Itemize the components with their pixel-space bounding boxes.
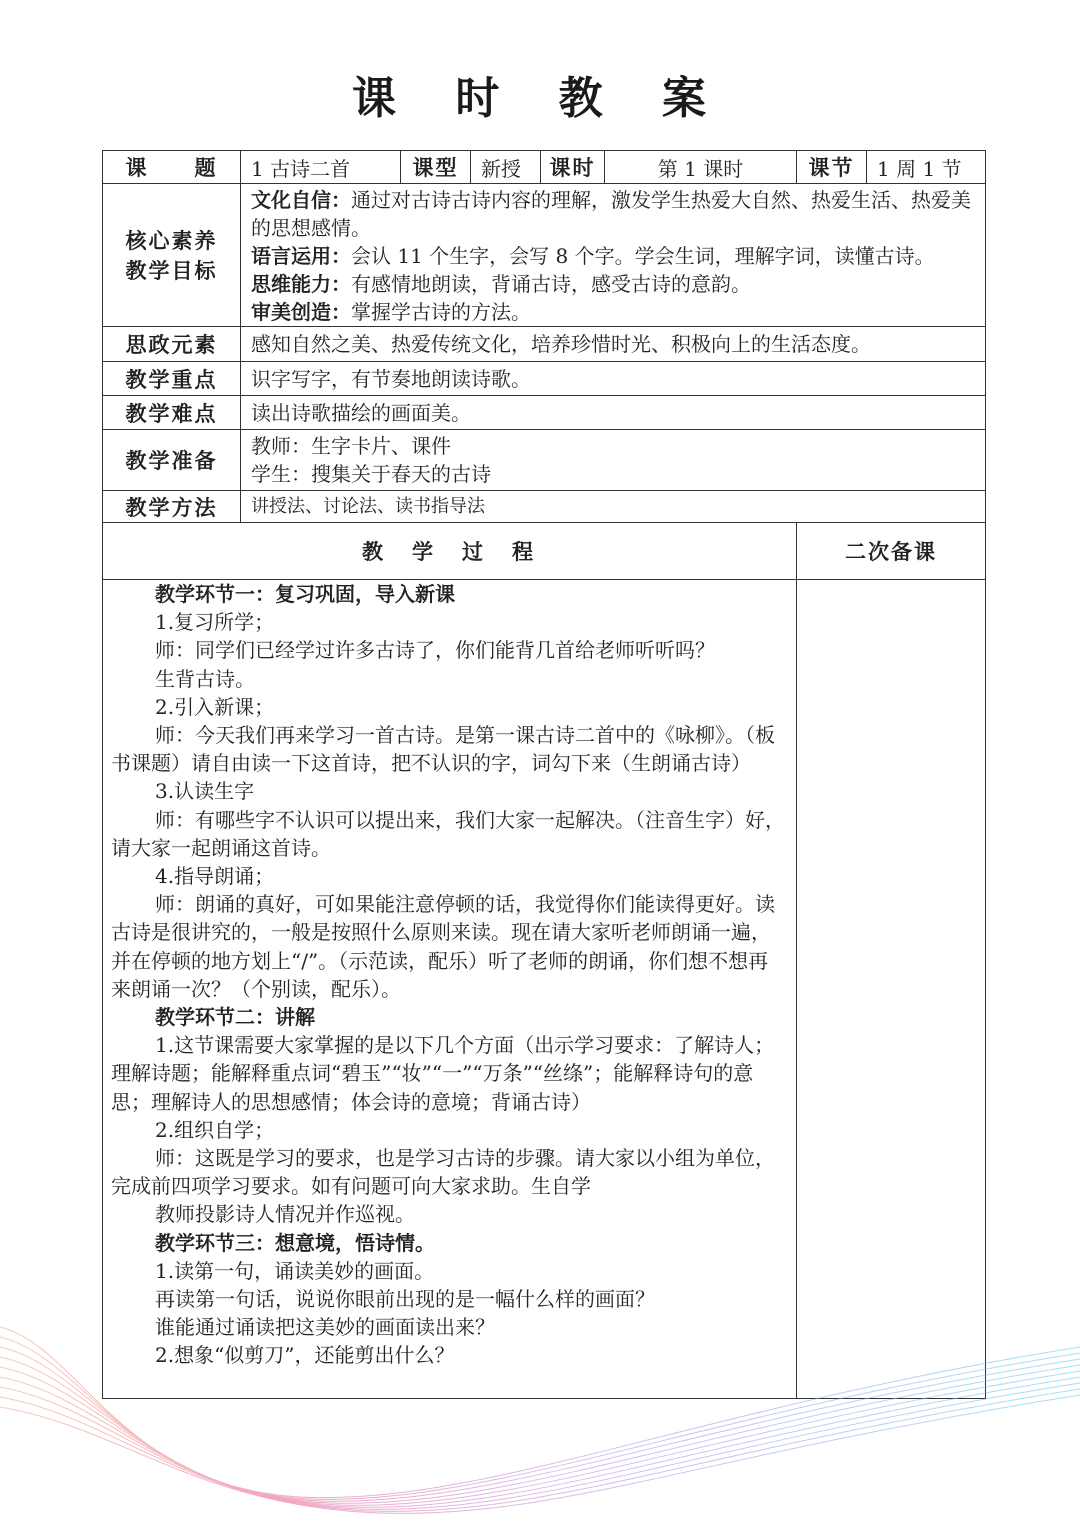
method-label: 教学方法	[103, 491, 241, 522]
notes-column	[797, 580, 985, 1398]
process-header-row	[103, 523, 985, 580]
goals-content	[241, 184, 985, 326]
prep-teacher: 教师：生字卡片、课件	[251, 434, 451, 458]
goal-item	[251, 242, 975, 270]
prep-label: 教学准备	[103, 430, 241, 490]
lesson-plan-table	[102, 150, 986, 1399]
prep-row	[103, 430, 985, 491]
difficulty-text: 读出诗歌描绘的画面美。	[251, 400, 471, 425]
process-content	[103, 580, 797, 1398]
ideology-label: 思政元素	[103, 327, 241, 361]
prep-content	[241, 430, 985, 490]
key-points-row	[103, 362, 985, 396]
process-paragraph: 2.引入新课；	[155, 694, 275, 719]
process-paragraph: 3.认读生字	[155, 779, 255, 804]
ideology-text: 感知自然之美、热爱传统文化，培养珍惜时光、积极向上的生活态度。	[251, 332, 871, 356]
process-paragraph: 1.这节课需要大家掌握的是以下几个方面（出示学习要求：了解诗人；理解诗题；能解释重点词“碧玉”“妆”“一”“万条”“丝绦”；能解释诗句的意思；理解诗人的思想感情；体会诗的意境；背诵古诗）	[111, 1033, 775, 1114]
process-paragraph: 4.指导朗诵；	[155, 864, 275, 889]
goal-text: 掌握学古诗的方法。	[351, 300, 531, 324]
goal-text: 有感情地朗读，背诵古诗，感受古诗的意韵。	[351, 272, 751, 296]
key-points-text: 识字写字，有节奏地朗读诗歌。	[251, 366, 531, 391]
process-paragraph: 2.想象“似剪刀”，还能剪出什么？	[155, 1343, 455, 1368]
process-paragraph: 生背古诗。	[155, 666, 255, 691]
goal-item	[251, 186, 975, 242]
goal-item	[251, 270, 975, 298]
period-value: 第 1 课时	[605, 151, 797, 183]
topic-value: 1 古诗二首	[241, 151, 401, 183]
notes-title: 二次备课	[845, 540, 937, 564]
difficulty-label: 教学难点	[103, 396, 241, 429]
goal-key: 文化自信：	[251, 188, 351, 212]
process-paragraph: 教师投影诗人情况并作巡视。	[155, 1202, 415, 1227]
goal-key: 语言运用：	[251, 244, 351, 268]
goal-key: 思维能力：	[251, 272, 351, 296]
process-paragraph: 1.复习所学；	[155, 610, 275, 635]
page-title: 课 时 教 案	[352, 73, 728, 124]
process-paragraph: 再读第一句话，说说你眼前出现的是一幅什么样的画面？	[155, 1287, 655, 1312]
type-label: 课型	[401, 151, 471, 183]
process-paragraph: 师：今天我们再来学习一首古诗。是第一课古诗二首中的《咏柳》。（板书课题）请自由读一下这首诗，把不认识的字，词勾下来（生朗诵古诗）	[111, 723, 775, 776]
header-row	[103, 151, 985, 184]
prep-student: 学生：搜集关于春天的古诗	[251, 462, 491, 486]
goals-label-line1: 核心素养	[125, 229, 218, 253]
process-paragraph: 师：同学们已经学过许多古诗了，你们能背几首给老师听听吗？	[155, 638, 715, 663]
process-paragraph: 1.读第一句，诵读美妙的画面。	[155, 1258, 435, 1283]
type-value: 新授	[471, 151, 541, 183]
process-paragraph: 师：朗诵的真好，可如果能注意停顿的话，我觉得你们能读得更好。读古诗是很讲究的，一般是按照什么原则来读。现在请大家听老师朗诵一遍，并在停顿的地方划上“/”。（示范读，配乐）听了老师的朗诵，你们想不想再来朗诵一次？（个别读，配乐）。	[111, 892, 775, 1001]
process-paragraph: 师：有哪些字不认识可以提出来，我们大家一起解决。（注音生字）好，请大家一起朗诵这首诗。	[111, 807, 785, 860]
difficulty-row	[103, 396, 985, 430]
goals-label	[103, 184, 241, 326]
period-label: 课时	[541, 151, 605, 183]
process-body-row	[103, 580, 985, 1398]
process-title: 教 学 过 程	[103, 523, 797, 579]
topic-label: 课 题	[103, 151, 241, 183]
goal-text: 通过对古诗古诗内容的理解，激发学生热爱大自然、热爱生活、热爱美的思想感情。	[251, 188, 971, 240]
goals-row	[103, 184, 985, 327]
process-paragraph: 2.组织自学；	[155, 1117, 275, 1142]
goal-key: 审美创造：	[251, 300, 351, 324]
method-text: 讲授法、讨论法、读书指导法	[251, 495, 485, 517]
ideology-row	[103, 327, 985, 362]
goal-item	[251, 298, 975, 326]
process-step-heading: 教学环节二：讲解	[155, 1005, 315, 1030]
process-step-heading: 教学环节一：复习巩固，导入新课	[155, 582, 455, 606]
section-label: 课节	[797, 151, 867, 183]
key-points-label: 教学重点	[103, 362, 241, 395]
process-step-heading: 教学环节三：想意境，悟诗情。	[155, 1230, 435, 1255]
method-row	[103, 491, 985, 523]
process-paragraph: 谁能通过诵读把这美妙的画面读出来？	[155, 1315, 495, 1340]
goal-text: 会认 11 个生字，会写 8 个字。学会生词，理解字词，读懂古诗。	[351, 244, 935, 268]
goals-label-line2: 教学目标	[125, 259, 218, 283]
section-value: 1 周 1 节	[877, 156, 962, 181]
process-paragraph: 师：这既是学习的要求，也是学习古诗的步骤。请大家以小组为单位，完成前四项学习要求。如有问题可向大家求助。生自学	[111, 1146, 775, 1199]
